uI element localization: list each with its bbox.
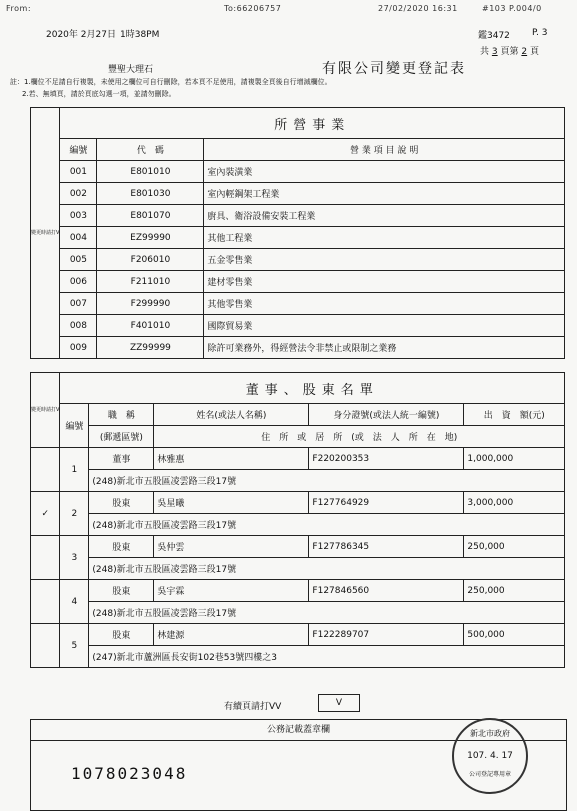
sh-col-address: 住 所 或 居 所 (或 法 人 所 在 地) xyxy=(154,426,565,448)
table-row: 4 股東 吳宇霖 F127846560 250,000 xyxy=(31,580,565,602)
col-code: 代 碼 xyxy=(97,139,204,161)
sh-col-name: 姓名(或法人名稱) xyxy=(154,404,309,426)
shareholders-change-mark-label: 變更時請打V xyxy=(31,373,60,448)
sh-col-role: 職 稱 xyxy=(89,404,154,426)
receipt-time: 1時38PM xyxy=(120,30,160,40)
table-row: (248)新北市五股區凌雲路三段17號 xyxy=(31,602,565,624)
table-row: 1 董事 林雅惠 F220200353 1,000,000 xyxy=(31,448,565,470)
ref-code: 鑑3472 xyxy=(478,31,510,41)
company-name: 豐聖大理石 xyxy=(108,65,154,75)
business-title: 所營事業 xyxy=(60,108,565,139)
sh-col-amount: 出 資 額(元) xyxy=(464,404,565,426)
table-row: (248)新北市五股區凌雲路三段17號 xyxy=(31,558,565,580)
receipt-date: 2020年 2月27日 xyxy=(46,30,116,40)
note-2: 2.若、無填頁，請於頁底勾選一項，並請勿刪除。 xyxy=(22,90,176,98)
col-no: 編號 xyxy=(60,139,97,161)
fax-from: From: xyxy=(6,4,32,13)
sh-col-no: 編號 xyxy=(60,404,89,448)
official-number: 1078023048 xyxy=(71,764,188,783)
ref-page: P. 3 xyxy=(532,28,548,38)
note-1: 註：1.欄位不足請自行複製，未使用之欄位可自行刪除，若本頁不足使用，請複製全頁後自行增減欄位。 xyxy=(10,78,332,86)
table-row: 007 F299990 其他零售業 xyxy=(31,293,565,315)
official-label: 公務記載蓋章欄 xyxy=(31,720,566,741)
table-row: 3 股東 吳仲雲 F127786345 250,000 xyxy=(31,536,565,558)
table-row: ✓ 2 股東 吳星曦 F127764929 3,000,000 xyxy=(31,492,565,514)
continue-check-mark: V xyxy=(275,702,282,712)
continue-checkbox[interactable]: V xyxy=(318,694,360,712)
fax-page: #103 P.004/0 xyxy=(482,4,542,13)
table-row: 009 ZZ99999 除許可業務外，得經營法令非禁止或限制之業務 xyxy=(31,337,565,359)
table-row: 004 EZ99990 其他工程業 xyxy=(31,227,565,249)
table-row: 005 F206010 五金零售業 xyxy=(31,249,565,271)
shareholders-table xyxy=(30,372,565,668)
table-row: 003 E801070 廚具、衛浴設備安裝工程業 xyxy=(31,205,565,227)
continue-label: 有續頁請打VV xyxy=(224,702,282,712)
fax-datetime: 27/02/2020 16:31 xyxy=(378,4,458,13)
table-row: (248)新北市五股區凌雲路三段17號 xyxy=(31,470,565,492)
sh-col-postal: (郵遞區號) xyxy=(89,426,154,448)
fax-to: To:66206757 xyxy=(224,4,282,13)
table-row: 002 E801030 室內輕鋼架工程業 xyxy=(31,183,565,205)
official-stamp: 新北市政府 107. 4. 17 公司登記專用章 xyxy=(452,718,528,794)
col-desc: 營 業 項 目 說 明 xyxy=(204,139,565,161)
shareholders-title: 董事、股東名單 xyxy=(60,373,565,404)
table-row: 001 E801010 室內裝潢業 xyxy=(31,161,565,183)
table-row: (248)新北市五股區凌雲路三段17號 xyxy=(31,514,565,536)
page-count: 共 3 頁第 2 頁 xyxy=(480,47,540,57)
table-row: (247)新北市蘆洲區長安街102巷53號四樓之3 xyxy=(31,646,565,668)
sh-col-id: 身分證號(或法人統一編號) xyxy=(309,404,464,426)
table-row: 5 股東 林建源 F122289707 500,000 xyxy=(31,624,565,646)
form-title: 有限公司變更登記表 xyxy=(322,61,466,77)
table-row: 008 F401010 國際貿易業 xyxy=(31,315,565,337)
table-row: 006 F211010 建材零售業 xyxy=(31,271,565,293)
business-table xyxy=(30,107,565,359)
business-change-mark-label: 變更時請打V xyxy=(31,108,60,359)
